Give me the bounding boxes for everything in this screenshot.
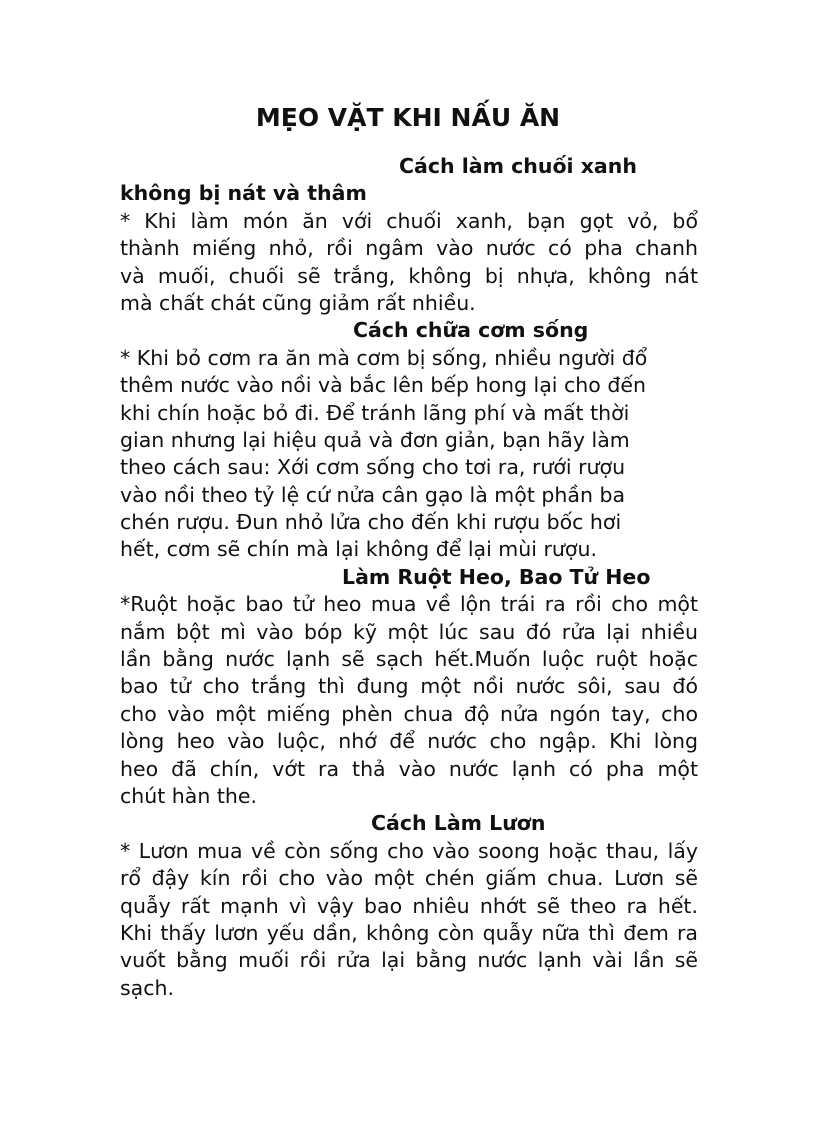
body-line: khi chín hoặc bỏ đi. Để tránh lãng phí và mất thời: [120, 400, 630, 425]
body-line: gian nhưng lại hiệu quả và đơn giản, bạn hãy làm: [120, 427, 630, 452]
body-line: * Khi làm món ăn với chuối xanh, bạn gọt vỏ, bổ: [120, 208, 698, 233]
body-line: * Khi bỏ cơm ra ăn mà cơm bị sống, nhiều người đổ: [120, 345, 648, 370]
body-line: vào nồi theo tỷ lệ cứ nửa cân gạo là một phần ba: [120, 482, 626, 507]
document-title: MẸO VẶT KHI NẤU ĂN: [255, 103, 561, 132]
body-line: quẫy rất mạnh vì vậy bao nhiêu nhớt sẽ theo ra hết.: [120, 893, 698, 918]
section-heading: Cách chữa cơm sống: [353, 318, 589, 343]
section-heading: không bị nát và thâm: [120, 181, 367, 206]
body-line: chén rượu. Đun nhỏ lửa cho đến khi rượu bốc hơi: [120, 510, 622, 535]
body-line: thành miếng nhỏ, rồi ngâm vào nước có pha chanh: [120, 236, 698, 261]
body-line: heo đã chín, vớt ra thả vào nước lạnh có pha một: [120, 756, 698, 781]
body-line: vuốt bằng muối rồi rửa lại bằng nước lạnh vài lần sẽ: [120, 948, 698, 973]
body-line: *Ruột hoặc bao tử heo mua về lộn trái ra rồi cho một: [120, 592, 698, 617]
body-line: thêm nước vào nồi và bắc lên bếp hong lại cho đến: [120, 373, 646, 398]
body-line: mà chất chát cũng giảm rất nhiều.: [120, 290, 476, 315]
body-line: hết, cơm sẽ chín mà lại không để lại mùi rượu.: [120, 537, 597, 562]
body-line: và muối, chuối sẽ trắng, không bị nhựa, không nát: [120, 263, 698, 288]
body-line: lần bằng nước lạnh sẽ sạch hết.Muốn luộc ruột hoặc: [120, 647, 698, 672]
body-line: nắm bột mì vào bóp kỹ một lúc sau đó rửa lại nhiều: [120, 619, 698, 644]
section-heading: Làm Ruột Heo, Bao Tử Heo: [342, 564, 651, 589]
body-line: rổ đậy kín rồi cho vào một chén giấm chua. Lươn sẽ: [120, 866, 698, 891]
body-line: cho vào một miếng phèn chua độ nửa ngón tay, cho: [120, 701, 698, 726]
body-line: theo cách sau: Xới cơm sống cho tơi ra, rưới rượu: [120, 455, 626, 480]
body-line: Khi thấy lươn yếu dần, không còn quẫy nữa thì đem ra: [120, 920, 698, 945]
section-heading: Cách làm chuối xanh: [399, 154, 637, 178]
body-line: bao tử cho trắng thì đung một nồi nước sôi, sau đó: [120, 674, 698, 699]
body-line: * Lươn mua về còn sống cho vào soong hoặc thau, lấy: [120, 838, 698, 863]
body-line: sạch.: [120, 975, 175, 1000]
document-body: [120, 153, 698, 1002]
body-line: lòng heo vào luộc, nhớ để nước cho ngập. Khi lòng: [120, 729, 698, 754]
body-line: chút hàn the.: [120, 783, 258, 808]
section-heading: Cách Làm Lươn: [371, 811, 546, 836]
